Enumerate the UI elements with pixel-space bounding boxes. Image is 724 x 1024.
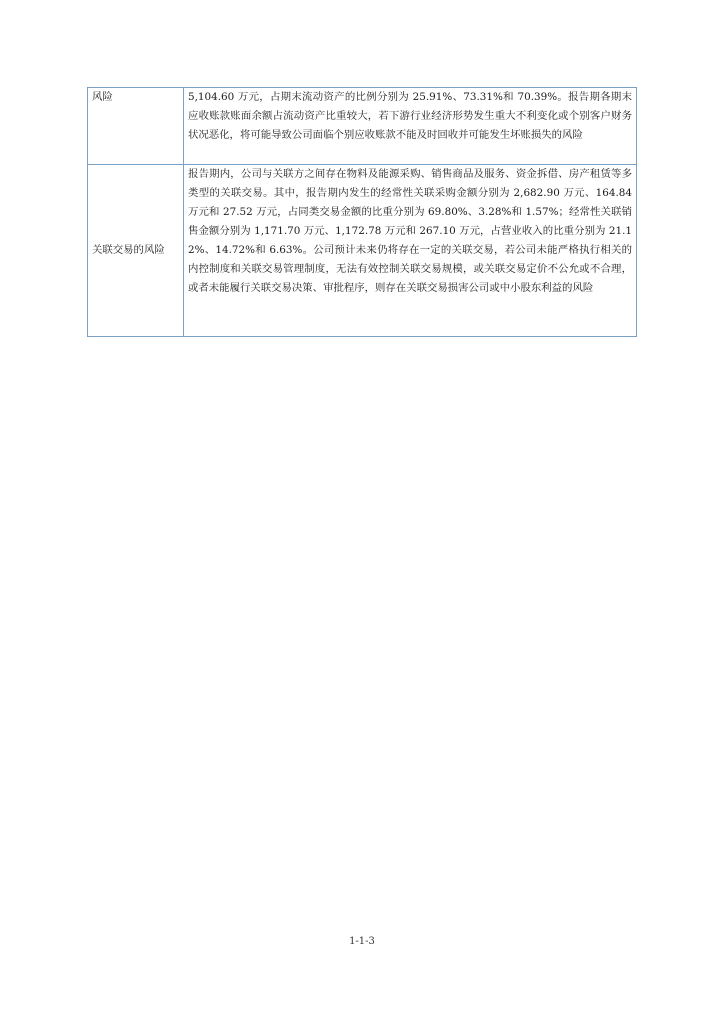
risk-label-cell [88,165,184,337]
risk-label: 关联交易的风险 [92,244,165,256]
table-row [88,165,637,337]
risk-factors-table [87,87,637,337]
page-number: 1-1-3 [349,936,375,947]
table-row [88,88,637,165]
risk-content-cell [184,88,637,165]
risk-content: 5,104.60 万元，占期末流动资产的比例分别为 25.91%、73.31%和 70.39%。报告期各期末应收账款账面余额占流动资产比重较大，若下游行业经济形势发生重大不利变化或个别客户财务状况恶化，将可能导致公司面临个别应收账款不能及时回收并可能发生坏账损失的风险 [188,91,632,141]
risk-label-cell [88,88,184,165]
risk-label: 风险 [92,91,113,103]
risk-content-cell [184,165,637,337]
risk-content: 报告期内，公司与关联方之间存在物料及能源采购、销售商品及服务、资金拆借、房产租赁等多类型的关联交易。其中，报告期内发生的经常性关联采购金额分别为 2,682.90 万元、164.84 万元和 27.52 万元，占同类交易金额的比重分别为 69.80%、3.28%和 1.57%；经常性关联销售金额分别为 1,171.70 万元、1,172.78 万元和 267.10 万元，占营业收入的比重分别为 21.12%、14.72%和 6.63%。公司预计未来仍将存在一定的关联交易，若公司未能严格执行相关的内控制度和关联交易管理制度，无法有效控制关联交易规模，或关联交易定价不公允或不合理，或者未能履行关联交易决策、审批程序，则存在关联交易损害公司或中小股东利益的风险 [188,168,632,294]
